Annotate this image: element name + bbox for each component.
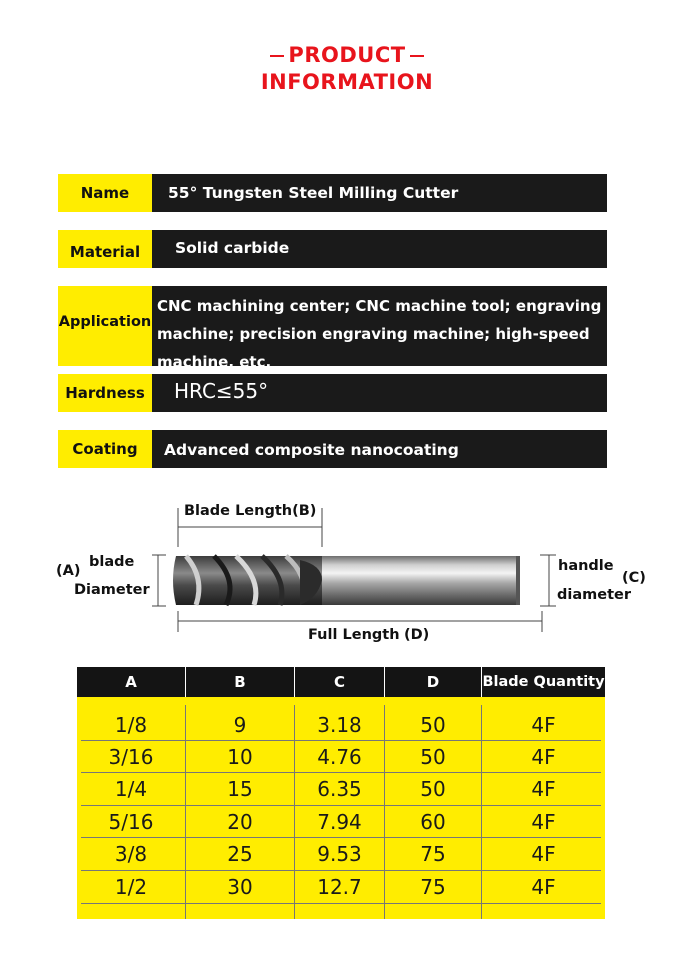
application-line-1: CNC machining center; CNC machine tool; engraving xyxy=(157,297,602,315)
cell-blade-quantity: 4F xyxy=(531,713,556,737)
cell-c: 6.35 xyxy=(317,777,362,801)
cell-a: 5/16 xyxy=(108,810,154,834)
cutter-shank xyxy=(316,556,520,605)
cell-b: 20 xyxy=(227,810,253,834)
header-blade-quantity: Blade Quantity xyxy=(482,674,605,690)
row-divider xyxy=(81,740,601,741)
header-d: D xyxy=(426,673,440,691)
a-marker: (A) xyxy=(56,563,81,579)
name-value: 55° Tungsten Steel Milling Cutter xyxy=(152,174,607,212)
cell-c: 9.53 xyxy=(317,842,362,866)
cell-d: 50 xyxy=(420,777,446,801)
cell-b: 9 xyxy=(233,713,247,737)
cutter-blade xyxy=(173,556,322,605)
cell-c: 4.76 xyxy=(317,745,362,769)
cell-a: 1/8 xyxy=(114,713,148,737)
cell-d: 75 xyxy=(420,875,446,899)
hardness-label: Hardness xyxy=(58,374,152,412)
title-product-text: PRODUCT xyxy=(288,43,406,67)
page-title-line2: INFORMATION xyxy=(260,70,434,94)
d-marker: (D) xyxy=(404,627,430,643)
cell-b: 10 xyxy=(227,745,253,769)
row-divider xyxy=(81,903,601,904)
cell-d: 60 xyxy=(420,810,446,834)
spec-table-header xyxy=(77,667,605,697)
spec-table-body xyxy=(77,697,605,919)
coating-value: Advanced composite nanocoating xyxy=(152,430,607,468)
cell-blade-quantity: 4F xyxy=(531,777,556,801)
handle-diameter-dimension xyxy=(540,555,556,606)
cell-d: 75 xyxy=(420,842,446,866)
blade-word: blade xyxy=(89,554,135,570)
name-label: Name xyxy=(58,174,152,212)
blade-length-dimension xyxy=(178,508,322,547)
header-c: C xyxy=(333,673,345,691)
row-divider xyxy=(81,870,601,871)
cell-a: 3/16 xyxy=(108,745,154,769)
cell-a: 3/8 xyxy=(114,842,148,866)
header-b: B xyxy=(234,673,246,691)
cell-blade-quantity: 4F xyxy=(531,745,556,769)
cell-b: 25 xyxy=(227,842,253,866)
cell-b: 15 xyxy=(227,777,253,801)
row-divider xyxy=(81,805,601,806)
full-length-label: Full Length xyxy=(308,627,400,643)
material-label: Material xyxy=(58,230,152,268)
coating-label: Coating xyxy=(58,430,152,468)
cell-a: 1/4 xyxy=(114,777,148,801)
cell-c: 7.94 xyxy=(317,810,362,834)
handle-diameter-word: diameter xyxy=(557,587,631,603)
hardness-value: HRC≤55° xyxy=(152,374,607,412)
cell-d: 50 xyxy=(420,745,446,769)
diameter-word: Diameter xyxy=(74,582,150,598)
cell-blade-quantity: 4F xyxy=(531,810,556,834)
handle-word: handle xyxy=(558,558,614,574)
cell-d: 50 xyxy=(420,713,446,737)
blade-diameter-dimension xyxy=(152,555,166,606)
application-line-3: machine, etc. xyxy=(157,353,272,371)
cutter-shank-end xyxy=(516,556,520,605)
full-length-dimension xyxy=(178,611,542,632)
cell-b: 30 xyxy=(227,875,253,899)
application-line-2: machine; precision engraving machine; high-speed xyxy=(157,325,590,343)
material-value: Solid carbide xyxy=(152,230,607,268)
application-label: Application xyxy=(58,286,152,366)
cell-a: 1/2 xyxy=(114,875,148,899)
row-divider xyxy=(81,837,601,838)
cell-blade-quantity: 4F xyxy=(531,842,556,866)
blade-length-label: Blade Length(B) xyxy=(184,503,317,519)
row-divider xyxy=(81,772,601,773)
c-marker: (C) xyxy=(622,570,646,586)
cell-c: 12.7 xyxy=(317,875,362,899)
header-a: A xyxy=(125,673,137,691)
cell-blade-quantity: 4F xyxy=(531,875,556,899)
spec-table xyxy=(77,667,605,919)
cell-c: 3.18 xyxy=(317,713,362,737)
